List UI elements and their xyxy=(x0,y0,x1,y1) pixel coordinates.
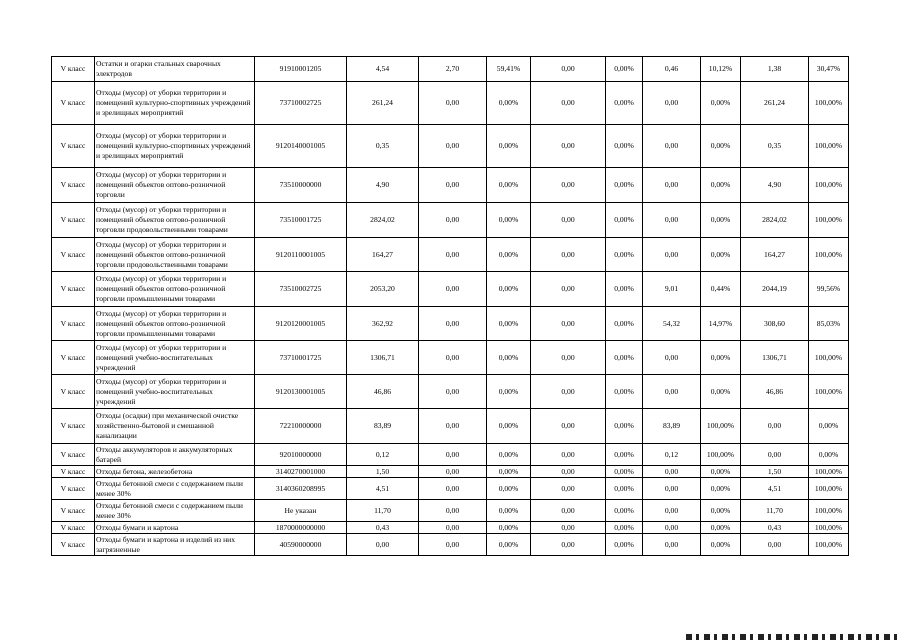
percent-1-cell: 0,00% xyxy=(487,375,531,409)
percent-2-cell: 0,00% xyxy=(606,238,643,272)
amount-2-cell: 0,00 xyxy=(531,238,606,272)
amount-4-cell: 0,35 xyxy=(741,125,809,168)
percent-1-cell: 59,41% xyxy=(487,57,531,82)
amount-2-cell: 0,00 xyxy=(531,409,606,444)
waste-name-cell: Отходы (мусор) от уборки территории и помещений объектов оптово-розничной торговли промышленными товарами xyxy=(95,272,255,307)
table-row xyxy=(52,375,849,409)
amount-2-cell: 0,00 xyxy=(531,82,606,125)
total-amount-cell: 261,24 xyxy=(347,82,419,125)
table-row xyxy=(52,82,849,125)
total-amount-cell: 164,27 xyxy=(347,238,419,272)
amount-3-cell: 0,00 xyxy=(643,522,701,534)
percent-2-cell: 0,00% xyxy=(606,82,643,125)
fkko-code-cell: 92010000000 xyxy=(255,444,347,466)
hazard-class-cell: V класс xyxy=(52,307,95,341)
total-amount-cell: 83,89 xyxy=(347,409,419,444)
table-row xyxy=(52,444,849,466)
scan-artifact-bottom xyxy=(686,634,901,640)
table-row xyxy=(52,57,849,82)
hazard-class-cell: V класс xyxy=(52,534,95,556)
percent-4-cell: 100,00% xyxy=(809,375,849,409)
percent-3-cell: 0,00% xyxy=(701,466,741,478)
amount-3-cell: 0,46 xyxy=(643,57,701,82)
percent-4-cell: 85,03% xyxy=(809,307,849,341)
amount-1-cell: 0,00 xyxy=(419,125,487,168)
table-row xyxy=(52,168,849,203)
amount-2-cell: 0,00 xyxy=(531,57,606,82)
waste-name-cell: Отходы бетонной смеси с содержанием пыли менее 30% xyxy=(95,478,255,500)
percent-4-cell: 100,00% xyxy=(809,168,849,203)
waste-name-cell: Отходы (мусор) от уборки территории и помещений объектов оптово-розничной торговли промышленными товарами xyxy=(95,307,255,341)
amount-3-cell: 0,00 xyxy=(643,500,701,522)
hazard-class-cell: V класс xyxy=(52,341,95,375)
hazard-class-cell: V класс xyxy=(52,168,95,203)
table-row xyxy=(52,466,849,478)
amount-4-cell: 308,60 xyxy=(741,307,809,341)
percent-1-cell: 0,00% xyxy=(487,466,531,478)
total-amount-cell: 11,70 xyxy=(347,500,419,522)
amount-4-cell: 261,24 xyxy=(741,82,809,125)
waste-name-cell: Отходы (мусор) от уборки территории и помещений объектов оптово-розничной торговли продовольственными товарами xyxy=(95,203,255,238)
percent-4-cell: 0,00% xyxy=(809,444,849,466)
waste-name-cell: Отходы (мусор) от уборки территории и помещений культурно-спортивных учреждений и зрелищных мероприятий xyxy=(95,125,255,168)
amount-3-cell: 0,00 xyxy=(643,203,701,238)
amount-2-cell: 0,00 xyxy=(531,522,606,534)
percent-1-cell: 0,00% xyxy=(487,125,531,168)
table-row xyxy=(52,272,849,307)
amount-1-cell: 0,00 xyxy=(419,341,487,375)
total-amount-cell: 46,86 xyxy=(347,375,419,409)
percent-4-cell: 30,47% xyxy=(809,57,849,82)
amount-3-cell: 0,00 xyxy=(643,375,701,409)
waste-name-cell: Отходы (мусор) от уборки территории и помещений культурно-спортивных учреждений и зрелищных мероприятий xyxy=(95,82,255,125)
total-amount-cell: 2053,20 xyxy=(347,272,419,307)
total-amount-cell: 0,43 xyxy=(347,522,419,534)
percent-2-cell: 0,00% xyxy=(606,125,643,168)
hazard-class-cell: V класс xyxy=(52,272,95,307)
total-amount-cell: 4,90 xyxy=(347,168,419,203)
amount-4-cell: 2044,19 xyxy=(741,272,809,307)
fkko-code-cell: 1870000000000 xyxy=(255,522,347,534)
fkko-code-cell: 73510002725 xyxy=(255,272,347,307)
amount-2-cell: 0,00 xyxy=(531,341,606,375)
fkko-code-cell: 73510001725 xyxy=(255,203,347,238)
amount-3-cell: 0,00 xyxy=(643,168,701,203)
amount-2-cell: 0,00 xyxy=(531,125,606,168)
amount-3-cell: 0,00 xyxy=(643,341,701,375)
percent-1-cell: 0,00% xyxy=(487,168,531,203)
amount-1-cell: 0,00 xyxy=(419,168,487,203)
percent-3-cell: 0,00% xyxy=(701,534,741,556)
amount-2-cell: 0,00 xyxy=(531,534,606,556)
amount-3-cell: 0,00 xyxy=(643,82,701,125)
amount-3-cell: 9,01 xyxy=(643,272,701,307)
percent-4-cell: 100,00% xyxy=(809,125,849,168)
table-row xyxy=(52,500,849,522)
total-amount-cell: 0,35 xyxy=(347,125,419,168)
total-amount-cell: 1306,71 xyxy=(347,341,419,375)
fkko-code-cell: 9120110001005 xyxy=(255,238,347,272)
amount-1-cell: 0,00 xyxy=(419,82,487,125)
percent-4-cell: 100,00% xyxy=(809,500,849,522)
fkko-code-cell: 73710002725 xyxy=(255,82,347,125)
total-amount-cell: 0,12 xyxy=(347,444,419,466)
hazard-class-cell: V класс xyxy=(52,500,95,522)
amount-3-cell: 0,00 xyxy=(643,534,701,556)
amount-3-cell: 0,00 xyxy=(643,466,701,478)
amount-4-cell: 0,00 xyxy=(741,444,809,466)
fkko-code-cell: 9120120001005 xyxy=(255,307,347,341)
percent-3-cell: 0,00% xyxy=(701,82,741,125)
fkko-code-cell: 73710001725 xyxy=(255,341,347,375)
table-row xyxy=(52,409,849,444)
amount-2-cell: 0,00 xyxy=(531,168,606,203)
waste-name-cell: Отходы (мусор) от уборки территории и помещений объектов оптово-розничной торговли продовольственными товарами xyxy=(95,238,255,272)
amount-4-cell: 1306,71 xyxy=(741,341,809,375)
percent-3-cell: 14,97% xyxy=(701,307,741,341)
percent-3-cell: 0,00% xyxy=(701,125,741,168)
amount-3-cell: 54,32 xyxy=(643,307,701,341)
percent-2-cell: 0,00% xyxy=(606,534,643,556)
percent-3-cell: 0,44% xyxy=(701,272,741,307)
amount-4-cell: 4,90 xyxy=(741,168,809,203)
hazard-class-cell: V класс xyxy=(52,444,95,466)
percent-2-cell: 0,00% xyxy=(606,168,643,203)
amount-3-cell: 0,00 xyxy=(643,478,701,500)
fkko-code-cell: 72210000000 xyxy=(255,409,347,444)
table-row xyxy=(52,125,849,168)
percent-2-cell: 0,00% xyxy=(606,500,643,522)
percent-4-cell: 100,00% xyxy=(809,466,849,478)
table-row xyxy=(52,478,849,500)
fkko-code-cell: 9120140001005 xyxy=(255,125,347,168)
fkko-code-cell: 73510000000 xyxy=(255,168,347,203)
table-row xyxy=(52,203,849,238)
amount-4-cell: 1,50 xyxy=(741,466,809,478)
percent-3-cell: 0,00% xyxy=(701,478,741,500)
percent-1-cell: 0,00% xyxy=(487,82,531,125)
amount-3-cell: 0,00 xyxy=(643,238,701,272)
hazard-class-cell: V класс xyxy=(52,238,95,272)
amount-1-cell: 0,00 xyxy=(419,522,487,534)
amount-2-cell: 0,00 xyxy=(531,203,606,238)
table-row xyxy=(52,341,849,375)
amount-4-cell: 0,43 xyxy=(741,522,809,534)
amount-1-cell: 0,00 xyxy=(419,478,487,500)
fkko-code-cell: 40590000000 xyxy=(255,534,347,556)
percent-1-cell: 0,00% xyxy=(487,307,531,341)
fkko-code-cell: 3140360208995 xyxy=(255,478,347,500)
percent-1-cell: 0,00% xyxy=(487,272,531,307)
waste-name-cell: Отходы (мусор) от уборки территории и помещений объектов оптово-розничной торговли xyxy=(95,168,255,203)
percent-4-cell: 100,00% xyxy=(809,522,849,534)
amount-1-cell: 0,00 xyxy=(419,307,487,341)
amount-2-cell: 0,00 xyxy=(531,307,606,341)
percent-1-cell: 0,00% xyxy=(487,409,531,444)
percent-2-cell: 0,00% xyxy=(606,444,643,466)
amount-2-cell: 0,00 xyxy=(531,375,606,409)
amount-4-cell: 2824,02 xyxy=(741,203,809,238)
fkko-code-cell: 91910001205 xyxy=(255,57,347,82)
fkko-code-cell: 3140270001000 xyxy=(255,466,347,478)
waste-name-cell: Отходы (мусор) от уборки территории и помещений учебно-воспитательных учреждений xyxy=(95,341,255,375)
percent-3-cell: 0,00% xyxy=(701,238,741,272)
amount-3-cell: 83,89 xyxy=(643,409,701,444)
percent-3-cell: 100,00% xyxy=(701,409,741,444)
percent-1-cell: 0,00% xyxy=(487,203,531,238)
percent-4-cell: 100,00% xyxy=(809,341,849,375)
amount-1-cell: 2,70 xyxy=(419,57,487,82)
percent-2-cell: 0,00% xyxy=(606,466,643,478)
percent-2-cell: 0,00% xyxy=(606,409,643,444)
amount-4-cell: 164,27 xyxy=(741,238,809,272)
amount-4-cell: 1,38 xyxy=(741,57,809,82)
amount-1-cell: 0,00 xyxy=(419,375,487,409)
amount-1-cell: 0,00 xyxy=(419,534,487,556)
hazard-class-cell: V класс xyxy=(52,478,95,500)
waste-name-cell: Отходы (мусор) от уборки территории и помещений учебно-воспитательных учреждений xyxy=(95,375,255,409)
total-amount-cell: 1,50 xyxy=(347,466,419,478)
percent-4-cell: 0,00% xyxy=(809,409,849,444)
percent-4-cell: 100,00% xyxy=(809,534,849,556)
waste-name-cell: Отходы бумаги и картона xyxy=(95,522,255,534)
percent-1-cell: 0,00% xyxy=(487,341,531,375)
hazard-class-cell: V класс xyxy=(52,375,95,409)
waste-name-cell: Отходы бумаги и картона и изделий из них загрязненные xyxy=(95,534,255,556)
waste-name-cell: Отходы бетона, железобетона xyxy=(95,466,255,478)
waste-name-cell: Отходы (осадки) при механической очистке хозяйственно-бытовой и смешанной канализации xyxy=(95,409,255,444)
percent-4-cell: 99,56% xyxy=(809,272,849,307)
fkko-code-cell: 9120130001005 xyxy=(255,375,347,409)
amount-3-cell: 0,00 xyxy=(643,125,701,168)
percent-4-cell: 100,00% xyxy=(809,478,849,500)
hazard-class-cell: V класс xyxy=(52,57,95,82)
total-amount-cell: 0,00 xyxy=(347,534,419,556)
amount-4-cell: 0,00 xyxy=(741,409,809,444)
percent-3-cell: 0,00% xyxy=(701,203,741,238)
percent-1-cell: 0,00% xyxy=(487,522,531,534)
amount-1-cell: 0,00 xyxy=(419,203,487,238)
table-body xyxy=(52,57,849,556)
amount-1-cell: 0,00 xyxy=(419,500,487,522)
percent-2-cell: 0,00% xyxy=(606,203,643,238)
table-row xyxy=(52,238,849,272)
percent-2-cell: 0,00% xyxy=(606,478,643,500)
percent-4-cell: 100,00% xyxy=(809,82,849,125)
scan-artifact-top xyxy=(4,0,88,3)
percent-3-cell: 100,00% xyxy=(701,444,741,466)
amount-1-cell: 0,00 xyxy=(419,466,487,478)
amount-2-cell: 0,00 xyxy=(531,444,606,466)
percent-2-cell: 0,00% xyxy=(606,522,643,534)
percent-2-cell: 0,00% xyxy=(606,272,643,307)
total-amount-cell: 362,92 xyxy=(347,307,419,341)
amount-1-cell: 0,00 xyxy=(419,238,487,272)
amount-1-cell: 0,00 xyxy=(419,444,487,466)
hazard-class-cell: V класс xyxy=(52,82,95,125)
amount-2-cell: 0,00 xyxy=(531,466,606,478)
percent-1-cell: 0,00% xyxy=(487,534,531,556)
amount-1-cell: 0,00 xyxy=(419,272,487,307)
percent-3-cell: 10,12% xyxy=(701,57,741,82)
percent-3-cell: 0,00% xyxy=(701,341,741,375)
waste-name-cell: Остатки и огарки стальных сварочных электродов xyxy=(95,57,255,82)
amount-1-cell: 0,00 xyxy=(419,409,487,444)
hazard-class-cell: V класс xyxy=(52,466,95,478)
hazard-class-cell: V класс xyxy=(52,203,95,238)
table-row xyxy=(52,307,849,341)
hazard-class-cell: V класс xyxy=(52,409,95,444)
total-amount-cell: 2824,02 xyxy=(347,203,419,238)
amount-4-cell: 4,51 xyxy=(741,478,809,500)
amount-4-cell: 46,86 xyxy=(741,375,809,409)
percent-3-cell: 0,00% xyxy=(701,375,741,409)
total-amount-cell: 4,51 xyxy=(347,478,419,500)
percent-1-cell: 0,00% xyxy=(487,500,531,522)
percent-3-cell: 0,00% xyxy=(701,522,741,534)
waste-name-cell: Отходы бетонной смеси с содержанием пыли менее 30% xyxy=(95,500,255,522)
percent-1-cell: 0,00% xyxy=(487,444,531,466)
percent-2-cell: 0,00% xyxy=(606,57,643,82)
table-row xyxy=(52,522,849,534)
amount-3-cell: 0,12 xyxy=(643,444,701,466)
amount-4-cell: 0,00 xyxy=(741,534,809,556)
amount-2-cell: 0,00 xyxy=(531,478,606,500)
percent-3-cell: 0,00% xyxy=(701,168,741,203)
hazard-class-cell: V класс xyxy=(52,125,95,168)
percent-4-cell: 100,00% xyxy=(809,238,849,272)
percent-2-cell: 0,00% xyxy=(606,341,643,375)
percent-3-cell: 0,00% xyxy=(701,500,741,522)
amount-4-cell: 11,70 xyxy=(741,500,809,522)
total-amount-cell: 4,54 xyxy=(347,57,419,82)
percent-2-cell: 0,00% xyxy=(606,307,643,341)
percent-1-cell: 0,00% xyxy=(487,478,531,500)
waste-name-cell: Отходы аккумуляторов и аккумуляторных батарей xyxy=(95,444,255,466)
percent-4-cell: 100,00% xyxy=(809,203,849,238)
table-row xyxy=(52,534,849,556)
percent-2-cell: 0,00% xyxy=(606,375,643,409)
percent-1-cell: 0,00% xyxy=(487,238,531,272)
amount-2-cell: 0,00 xyxy=(531,500,606,522)
waste-statistics-table xyxy=(51,56,849,556)
hazard-class-cell: V класс xyxy=(52,522,95,534)
fkko-code-cell: Не указан xyxy=(255,500,347,522)
amount-2-cell: 0,00 xyxy=(531,272,606,307)
